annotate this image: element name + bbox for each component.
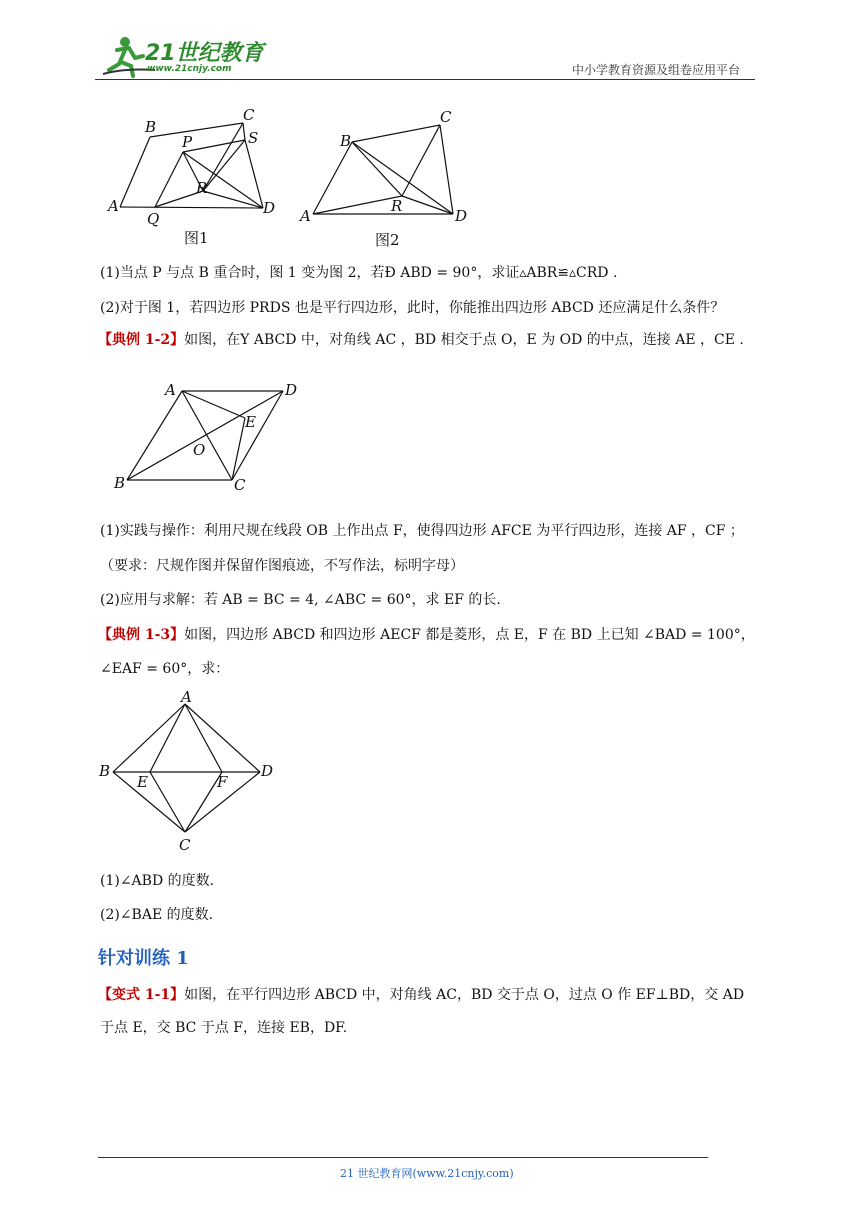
fig3-label-b: B (114, 474, 126, 492)
example-1-3-part-1: (1)∠ABD 的度数. (100, 873, 215, 889)
fig2-label-b: B (340, 132, 352, 150)
fig1-label-s: S (248, 129, 259, 147)
figure-3-parallelogram (105, 375, 315, 500)
fig1-label-a: A (108, 197, 119, 215)
fig1-caption: 图1 (184, 229, 209, 247)
example-1-2-text: 如图，在Y ABCD 中，对角线 AC ，BD 相交于点 O，E 为 OD 的中点，连接 AE ，CE . (184, 332, 744, 348)
logo-url: www.21cnjy.com (147, 64, 232, 74)
figure-1-2 (95, 100, 495, 255)
variant-1-1-text-2: 于点 E，交 BC 于点 F，连接 EB，DF. (100, 1020, 348, 1036)
fig4-label-a: A (181, 690, 192, 706)
fig3-label-a: A (165, 381, 176, 399)
fig3-label-e: E (245, 413, 256, 431)
fig1-label-b: B (145, 118, 157, 136)
fig1-label-c: C (243, 106, 255, 124)
footer-rule (98, 1157, 708, 1158)
section-title: 针对训练 1 (98, 948, 189, 969)
question-1-part-1: (1)当点 P 与点 B 重合时，图 1 变为图 2，若Ð ABD = 90°，求证▵ABR≌▵CRD . (100, 265, 618, 281)
variant-1-1-text: 如图，在平行四边形 ABCD 中，对角线 AC，BD 交于点 O，过点 O 作 EF⊥BD，交 AD (184, 987, 745, 1003)
fig3-label-d: D (285, 381, 298, 399)
fig4-label-c: C (179, 836, 191, 854)
fig1-label-r: R (196, 179, 208, 197)
example-1-2-part-1b: （要求：尺规作图并保留作图痕迹，不写作法，标明字母） (100, 558, 464, 574)
variant-1-1 (98, 985, 744, 1005)
fig2-label-r: R (391, 197, 403, 215)
fig2-caption: 图2 (375, 231, 400, 249)
fig1-label-q: Q (147, 210, 160, 228)
example-1-3-text-2: ∠EAF = 60°，求： (100, 661, 230, 677)
fig2-label-a: A (300, 207, 311, 225)
header-logo (95, 34, 265, 78)
fig3-label-c: C (234, 476, 246, 494)
fig4-label-f: F (217, 773, 228, 791)
fig4-label-e: E (137, 773, 148, 791)
example-1-3-tag: 【典例 1-3】 (98, 627, 185, 643)
fig1-label-p: P (182, 133, 193, 151)
question-1-part-2: (2)对于图 1，若四边形 PRDS 也是平行四边形，此时，你能推出四边形 ABCD 还应满足什么条件？ (100, 300, 725, 316)
example-1-3-text: 如图，四边形 ABCD 和四边形 AECF 都是菱形，点 E，F 在 BD 上已知 ∠BAD = 100°， (184, 627, 755, 643)
logo-text: 21世纪教育 (145, 41, 264, 66)
example-1-3-part-2: (2)∠BAE 的度数. (100, 907, 214, 923)
example-1-3 (98, 625, 755, 645)
fig1-label-d: D (263, 199, 276, 217)
header-rule (95, 79, 755, 80)
variant-1-1-tag: 【变式 1-1】 (98, 987, 185, 1003)
figure-2 (313, 125, 453, 214)
fig4-label-b: B (99, 762, 111, 780)
example-1-2-tag: 【典例 1-2】 (98, 332, 185, 348)
fig4-label-d: D (261, 762, 274, 780)
figure-4-rhombus (95, 690, 285, 855)
example-1-2-part-1a: (1)实践与操作：利用尺规在线段 OB 上作出点 F，使得四边形 AFCE 为平行四边形，连接 AF ，CF ； (100, 523, 744, 539)
footer-text: 21 世纪教育网(www.21cnjy.com) (340, 1167, 514, 1180)
fig3-label-o: O (193, 441, 206, 459)
example-1-2 (98, 330, 744, 350)
fig2-label-c: C (440, 108, 452, 126)
fig2-label-d: D (455, 207, 468, 225)
example-1-2-part-2: (2)应用与求解：若 AB = BC = 4, ∠ABC = 60°，求 EF 的长. (100, 592, 501, 608)
header-right-text: 中小学教育资源及组卷应用平台 (572, 63, 741, 77)
